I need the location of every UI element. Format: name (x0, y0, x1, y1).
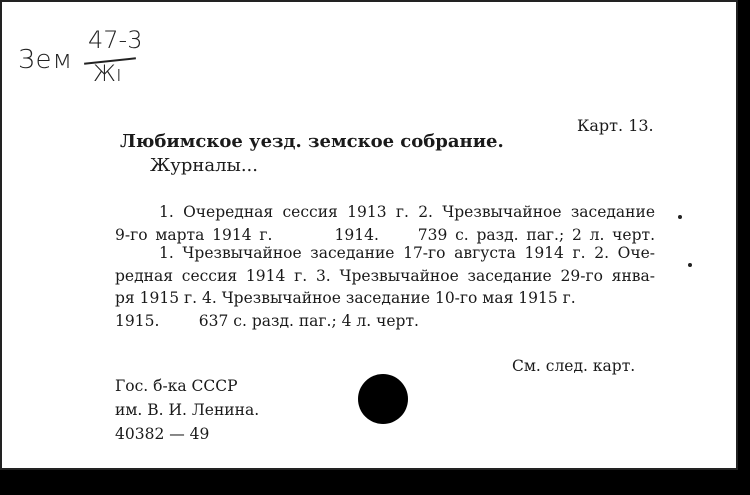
entry-2 (115, 242, 655, 332)
entry-2-line-4: 1915. 637 с. разд. паг.; 4 л. черт. (115, 311, 419, 330)
handwritten-fraction-top: 47-3 (88, 26, 143, 54)
handwritten-fraction-bottom: Жı (93, 62, 122, 87)
handwritten-prefix: Зем (18, 45, 74, 75)
library-line-3: 40382 — 49 (115, 425, 210, 443)
see-next-card: См. след. карт. (512, 357, 636, 375)
library-line-1: Гос. б-ка СССР (115, 377, 238, 395)
entry-2-line-1: 1. Чрезвычайное заседание 17-го августа 1914 г. 2. Оче- (159, 244, 655, 262)
speck (678, 215, 682, 219)
entry-2-line-2: редная сессия 1914 г. 3. Чрезвычайное заседание 29-го янва- (115, 266, 655, 285)
punch-hole (358, 374, 408, 424)
card-subtitle: Журналы... (150, 155, 258, 176)
entry-1 (115, 201, 655, 246)
entry-2-line-3: ря 1915 г. 4. Чрезвычайное заседание 10-го мая 1915 г. (115, 289, 576, 307)
library-stamp (115, 374, 259, 446)
speck (688, 263, 692, 267)
entry-1-line-2: 9-го марта 1914 г. 1914. 739 с. разд. паг.; 2 л. черт. (115, 225, 655, 244)
entry-1-line-1: 1. Очередная сессия 1913 г. 2. Чрезвычайное заседание (159, 203, 655, 221)
library-line-2: им. В. И. Ленина. (115, 401, 260, 419)
card-number: Карт. 13. (577, 116, 654, 135)
card-title: Любимское уезд. земское собрание. (120, 131, 504, 152)
